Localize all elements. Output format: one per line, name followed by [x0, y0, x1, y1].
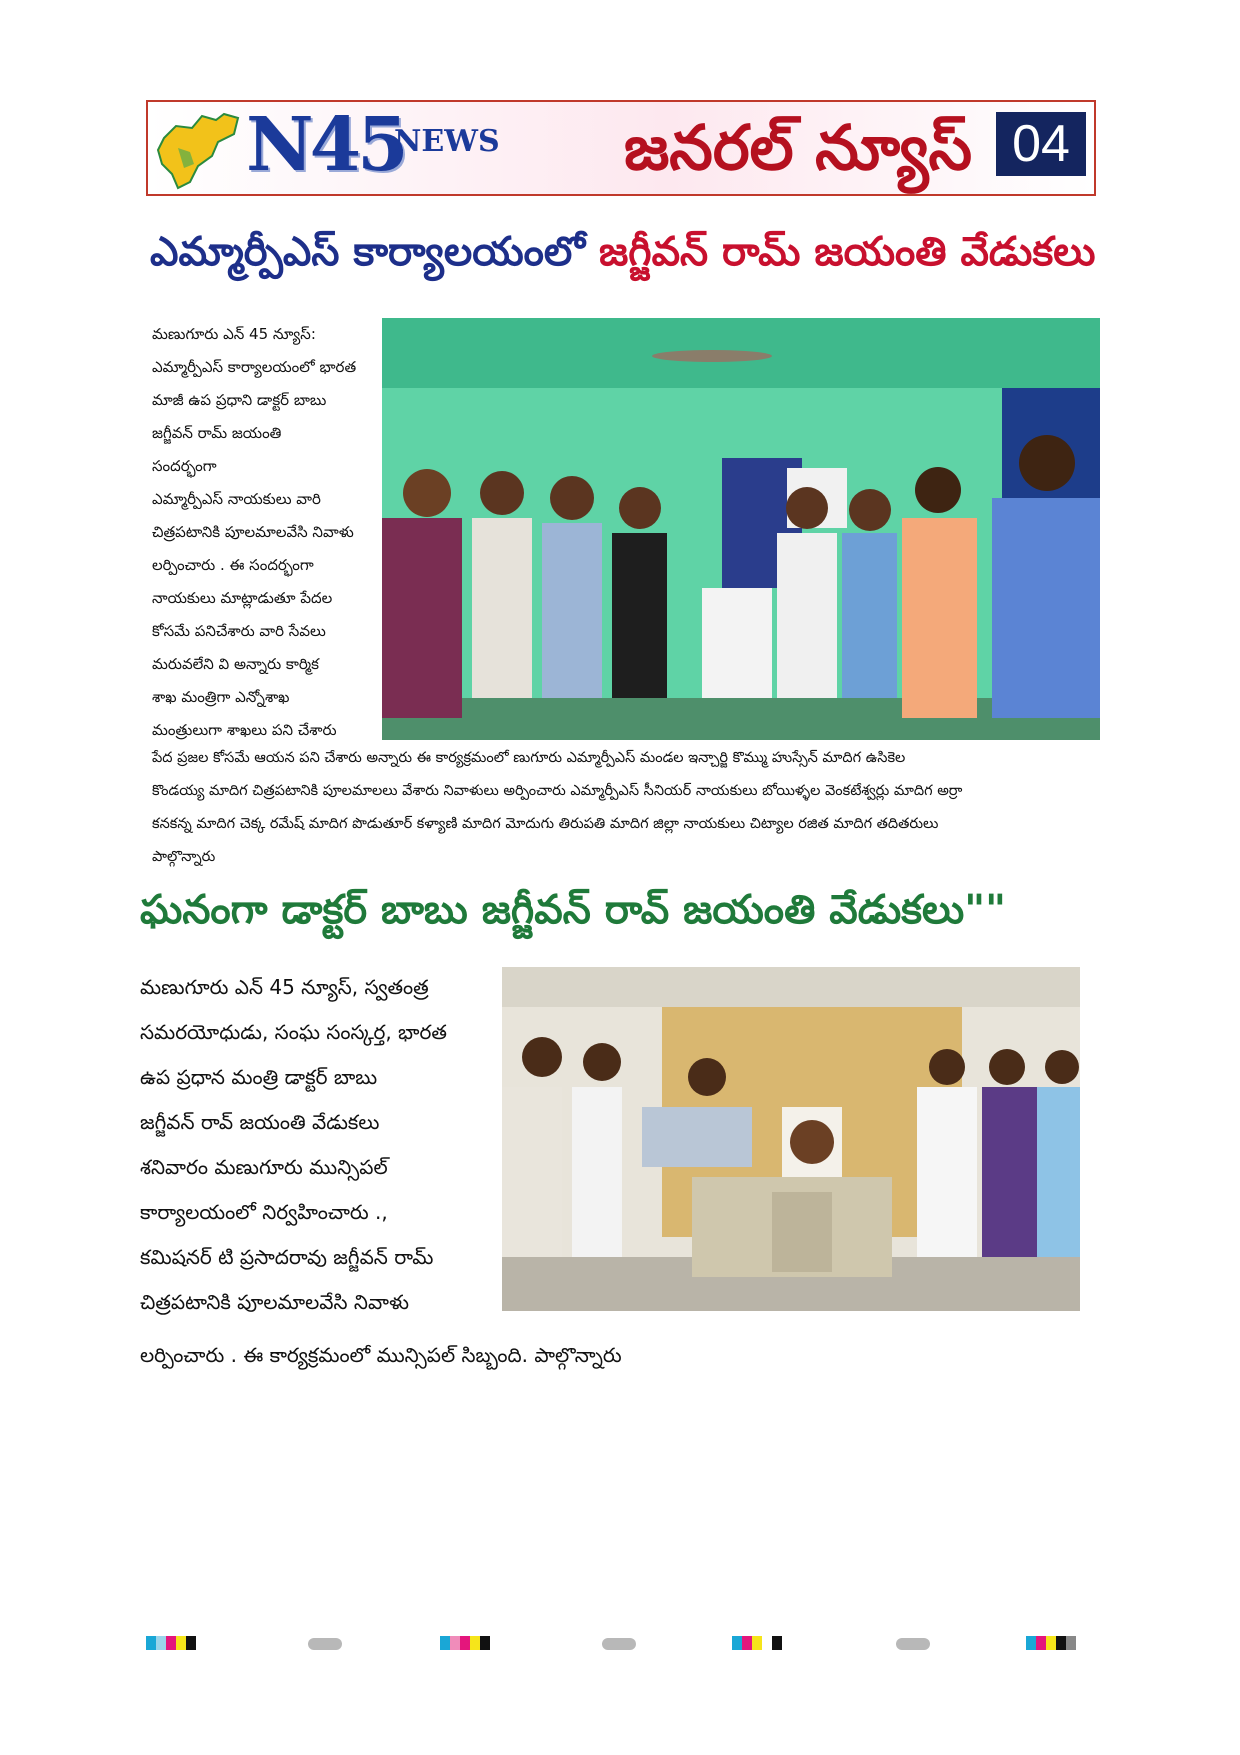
- registration-pill: [896, 1638, 930, 1650]
- story1-line: మరువలేని వి అన్నారు కార్మిక: [152, 655, 319, 673]
- story2-line: జగ్జీవన్ రావ్ జయంతి వేడుకలు: [140, 1110, 380, 1134]
- section-title: జనరల్ న్యూస్: [623, 111, 972, 184]
- masthead: [146, 100, 1096, 196]
- registration-pill: [602, 1638, 636, 1650]
- story2-line: శనివారం మణుగూరు మున్సిపల్: [140, 1155, 388, 1179]
- story1-line: జగ్జీవన్ రామ్ జయంతి: [152, 424, 282, 442]
- brand-logo-news: NEWS: [394, 124, 500, 159]
- story1-line: మంత్రులుగా శాఖలు పని చేశారు: [152, 721, 337, 739]
- story1-photo: [382, 318, 1100, 740]
- color-registration-strip: [1026, 1636, 1076, 1650]
- story1-line: సందర్భంగా: [152, 457, 217, 475]
- story1-line: లర్పించారు . ఈ సందర్భంగా: [152, 556, 314, 574]
- story1-headline-part1: ఎమ్మార్పీఎస్ కార్యాలయంలో: [150, 229, 586, 275]
- page-number: 04: [996, 112, 1086, 176]
- story1-line: నాయకులు మాట్లాడుతూ పేదల: [152, 589, 333, 607]
- story2-last-line: లర్పించారు . ఈ కార్యక్రమంలో మున్సిపల్ సిబ్బంది. పాల్గొన్నారు: [140, 1343, 622, 1367]
- color-registration-strip: [440, 1636, 490, 1650]
- registration-pill: [308, 1638, 342, 1650]
- story1-headline: [150, 222, 1096, 282]
- story1-wide-line: పేద ప్రజల కోసమే ఆయన పని చేశారు అన్నారు ఈ కార్యక్రమంలో ణుగూరు ఎమ్మార్పీఎస్ మండల ఇన్చార్జి కొమ్ము హుస్సేన్ మాదిగ ఉసికెల: [152, 750, 906, 766]
- story2-line: మణుగూరు ఎన్ 45 న్యూస్, స్వతంత్ర: [140, 975, 429, 999]
- story1-line: ఎమ్మార్పీఎస్ కార్యాలయంలో భారత: [152, 358, 357, 376]
- group-photo-illustration: [382, 318, 1100, 740]
- story2-line: కార్యాలయంలో నిర్వహించారు .,: [140, 1200, 388, 1224]
- story1-line: శాఖ మంత్రిగా ఎన్నోశాఖ: [152, 688, 290, 706]
- andhra-map-logo: [154, 108, 246, 192]
- story1-wide-line: కనకన్న మాదిగ చెక్క రమేష్ మాదిగ పొడుతూర్ కళ్యాణి మాదిగ మోదుగు తిరుపతి మాదిగ జిల్లా నాయకులు చిట్యాల రజిత మాదిగ తదితరులు: [152, 816, 939, 832]
- story1-headline-part2: జగ్జీవన్ రామ్ జయంతి వేడుకలు: [599, 229, 1096, 275]
- story2-column-text: [140, 965, 490, 1325]
- story2-line: చిత్రపటానికి పూలమాలవేసి నివాళు: [140, 1290, 410, 1314]
- story1-line: చిత్రపటానికి పూలమాలవేసి నివాళు: [152, 523, 354, 541]
- story2-photo: [502, 967, 1080, 1311]
- story1-column-text: [152, 318, 374, 747]
- color-registration-strip: [146, 1636, 196, 1650]
- story2-line: కమిషనర్ టి ప్రసాదరావు జగ్జీవన్ రామ్: [140, 1245, 434, 1269]
- story1-line: కోసమే పనిచేశారు వారి సేవలు: [152, 622, 326, 640]
- story2-headline: ఘనంగా డాక్టర్ బాబు జగ్జీవన్ రావ్ జయంతి వేడుకలు"": [140, 887, 1006, 933]
- story1-line: మణుగూరు ఎన్ 45 న్యూస్:: [152, 325, 316, 343]
- story1-wide-line: కొండయ్య మాదిగ చిత్రపటానికి పూలమాలలు వేశారు నివాళులు అర్పించారు ఎమ్మార్పీఎస్ సీనియర్ నాయకులు బోయిళ్ళల వెంకటేశ్వర్లు మాదిగ అర్రా: [152, 783, 963, 799]
- story2-line: ఉప ప్రధాన మంత్రి డాక్టర్ బాబు: [140, 1065, 378, 1089]
- brand-logo-n45: N45: [246, 102, 405, 188]
- story1-line: ఎమ్మార్పీఎస్ నాయకులు వారి: [152, 490, 321, 508]
- printer-registration-marks: [146, 1636, 1096, 1652]
- story1-continued-text: [152, 742, 1092, 874]
- story2-line: సమరయోధుడు, సంఘ సంస్కర్త, భారత: [140, 1020, 447, 1044]
- story1-line: మాజీ ఉప ప్రధాని డాక్టర్ బాబు: [152, 391, 327, 409]
- color-registration-strip: [732, 1636, 782, 1650]
- story1-wide-line: పాల్గొన్నారు: [152, 849, 216, 865]
- municipal-event-illustration: [502, 967, 1080, 1311]
